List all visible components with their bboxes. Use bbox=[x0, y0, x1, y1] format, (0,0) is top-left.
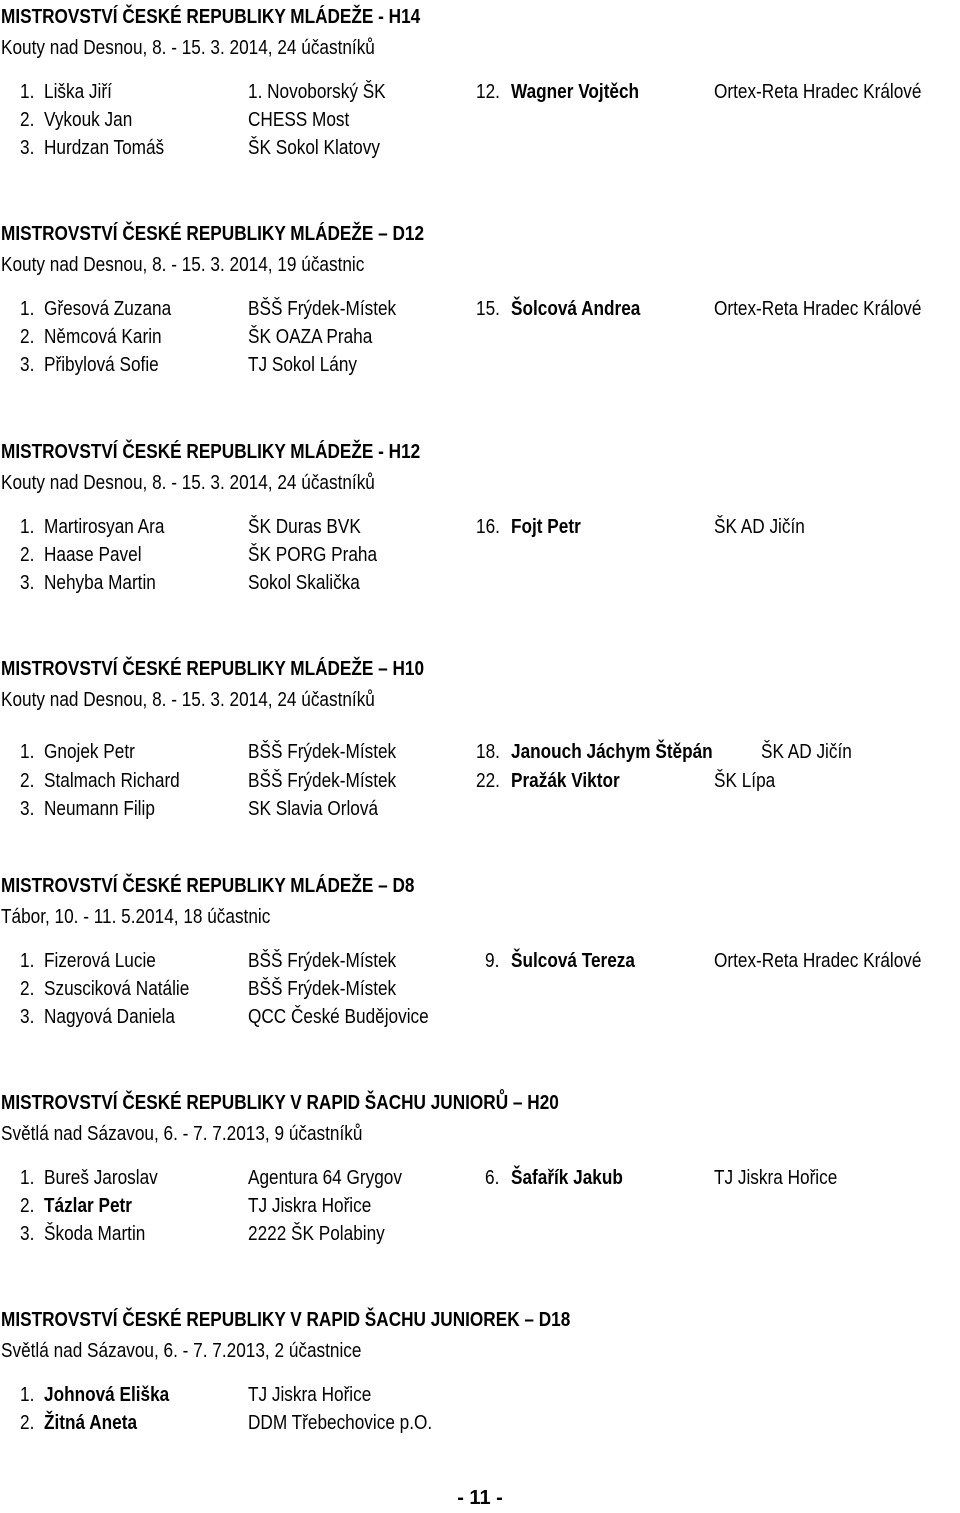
extra-club-name: ŠK AD Jičín bbox=[761, 741, 852, 763]
extra-player-name: Wagner Vojtěch bbox=[511, 81, 640, 103]
result-row bbox=[0, 1222, 960, 1246]
player-name: Haase Pavel bbox=[44, 544, 142, 566]
player-name: Gnojek Petr bbox=[44, 741, 135, 763]
club-name: BŠŠ Frýdek-Místek bbox=[248, 978, 397, 1000]
extra-club-name: ŠK AD Jičín bbox=[714, 516, 805, 538]
section-subtitle: Kouty nad Desnou, 8. - 15. 3. 2014, 19 účastnic bbox=[1, 254, 365, 276]
rank: 1. bbox=[20, 950, 35, 972]
extra-player-name: Šolcová Andrea bbox=[511, 298, 641, 320]
rank: 1. bbox=[20, 1384, 35, 1406]
rank: 2. bbox=[20, 544, 35, 566]
player-name: Nehyba Martin bbox=[44, 572, 156, 594]
player-name: Johnová Eliška bbox=[44, 1384, 170, 1406]
rank: 1. bbox=[20, 516, 35, 538]
rank: 2. bbox=[20, 770, 35, 792]
result-row bbox=[0, 136, 960, 160]
result-row bbox=[0, 297, 960, 321]
club-name: TJ Sokol Lány bbox=[248, 354, 357, 376]
rank: 3. bbox=[20, 354, 35, 376]
player-name: Žitná Aneta bbox=[44, 1412, 138, 1434]
club-name: Agentura 64 Grygov bbox=[248, 1167, 402, 1189]
club-name: QCC České Budějovice bbox=[248, 1006, 429, 1028]
section-title: MISTROVSTVÍ ČESKÉ REPUBLIKY MLÁDEŽE - H14 bbox=[1, 6, 421, 28]
result-row bbox=[0, 515, 960, 539]
result-row bbox=[0, 1005, 960, 1029]
result-row bbox=[0, 769, 960, 793]
extra-player-name: Pražák Viktor bbox=[511, 770, 620, 792]
result-row bbox=[0, 80, 960, 104]
club-name: SK Slavia Orlová bbox=[248, 798, 379, 820]
section-title: MISTROVSTVÍ ČESKÉ REPUBLIKY MLÁDEŽE – H10 bbox=[1, 658, 425, 680]
result-row bbox=[0, 1383, 960, 1407]
extra-player-name: Janouch Jáchym Štěpán bbox=[511, 741, 713, 763]
extra-rank: 16. bbox=[476, 516, 500, 538]
extra-player-name: Šafařík Jakub bbox=[511, 1167, 623, 1189]
rank: 1. bbox=[20, 1167, 35, 1189]
club-name: BŠŠ Frýdek-Místek bbox=[248, 950, 397, 972]
player-name: Přibylová Sofie bbox=[44, 354, 159, 376]
section-title: MISTROVSTVÍ ČESKÉ REPUBLIKY MLÁDEŽE – D8 bbox=[1, 875, 415, 897]
club-name: ŠK PORG Praha bbox=[248, 544, 378, 566]
extra-club-name: Ortex-Reta Hradec Králové bbox=[714, 298, 922, 320]
section-subtitle: Světlá nad Sázavou, 6. - 7. 7.2013, 2 účastnice bbox=[1, 1340, 362, 1362]
player-name: Martirosyan Ara bbox=[44, 516, 165, 538]
extra-player-name: Fojt Petr bbox=[511, 516, 581, 538]
rank: 2. bbox=[20, 1412, 35, 1434]
player-name: Němcová Karin bbox=[44, 326, 162, 348]
extra-rank: 6. bbox=[485, 1167, 500, 1189]
player-name: Szusciková Natálie bbox=[44, 978, 190, 1000]
player-name: Fizerová Lucie bbox=[44, 950, 156, 972]
club-name: BŠŠ Frýdek-Místek bbox=[248, 741, 397, 763]
player-name: Gřesová Zuzana bbox=[44, 298, 172, 320]
extra-club-name: Ortex-Reta Hradec Králové bbox=[714, 950, 922, 972]
player-name: Liška Jiří bbox=[44, 81, 112, 103]
section-subtitle: Kouty nad Desnou, 8. - 15. 3. 2014, 24 účastníků bbox=[1, 472, 375, 494]
club-name: 2222 ŠK Polabiny bbox=[248, 1223, 385, 1245]
section-title: MISTROVSTVÍ ČESKÉ REPUBLIKY MLÁDEŽE – D12 bbox=[1, 223, 425, 245]
result-row bbox=[0, 571, 960, 595]
rank: 3. bbox=[20, 1223, 35, 1245]
rank: 3. bbox=[20, 137, 35, 159]
rank: 1. bbox=[20, 81, 35, 103]
club-name: TJ Jiskra Hořice bbox=[248, 1384, 372, 1406]
player-name: Tázlar Petr bbox=[44, 1195, 132, 1217]
section-subtitle: Kouty nad Desnou, 8. - 15. 3. 2014, 24 účastníků bbox=[1, 689, 375, 711]
club-name: DDM Třebechovice p.O. bbox=[248, 1412, 433, 1434]
player-name: Stalmach Richard bbox=[44, 770, 180, 792]
extra-player-name: Šulcová Tereza bbox=[511, 950, 635, 972]
result-row bbox=[0, 949, 960, 973]
rank: 2. bbox=[20, 1195, 35, 1217]
extra-club-name: ŠK Lípa bbox=[714, 770, 776, 792]
result-row bbox=[0, 740, 960, 764]
rank: 3. bbox=[20, 798, 35, 820]
club-name: BŠŠ Frýdek-Místek bbox=[248, 770, 397, 792]
club-name: Sokol Skalička bbox=[248, 572, 360, 594]
club-name: CHESS Most bbox=[248, 109, 350, 131]
rank: 2. bbox=[20, 978, 35, 1000]
rank: 2. bbox=[20, 109, 35, 131]
club-name: ŠK OAZA Praha bbox=[248, 326, 373, 348]
club-name: TJ Jiskra Hořice bbox=[248, 1195, 372, 1217]
result-row bbox=[0, 108, 960, 132]
player-name: Hurdzan Tomáš bbox=[44, 137, 165, 159]
rank: 3. bbox=[20, 1006, 35, 1028]
section-title: MISTROVSTVÍ ČESKÉ REPUBLIKY V RAPID ŠACHU JUNIORŮ – H20 bbox=[1, 1092, 559, 1114]
result-row bbox=[0, 325, 960, 349]
section-subtitle: Světlá nad Sázavou, 6. - 7. 7.2013, 9 účastníků bbox=[1, 1123, 363, 1145]
club-name: 1. Novoborský ŠK bbox=[248, 81, 386, 103]
player-name: Nagyová Daniela bbox=[44, 1006, 176, 1028]
extra-rank: 22. bbox=[476, 770, 500, 792]
rank: 1. bbox=[20, 741, 35, 763]
result-row bbox=[0, 1166, 960, 1190]
extra-club-name: TJ Jiskra Hořice bbox=[714, 1167, 838, 1189]
section-title: MISTROVSTVÍ ČESKÉ REPUBLIKY MLÁDEŽE - H12 bbox=[1, 441, 421, 463]
section-subtitle: Kouty nad Desnou, 8. - 15. 3. 2014, 24 účastníků bbox=[1, 37, 375, 59]
extra-rank: 9. bbox=[485, 950, 500, 972]
extra-rank: 12. bbox=[476, 81, 500, 103]
rank: 3. bbox=[20, 572, 35, 594]
player-name: Neumann Filip bbox=[44, 798, 155, 820]
result-row bbox=[0, 1194, 960, 1218]
result-row bbox=[0, 543, 960, 567]
section-subtitle: Tábor, 10. - 11. 5.2014, 18 účastnic bbox=[1, 906, 271, 928]
page-footer bbox=[0, 1486, 960, 1510]
extra-rank: 15. bbox=[476, 298, 500, 320]
club-name: BŠŠ Frýdek-Místek bbox=[248, 298, 397, 320]
rank: 2. bbox=[20, 326, 35, 348]
extra-club-name: Ortex-Reta Hradec Králové bbox=[714, 81, 922, 103]
club-name: ŠK Duras BVK bbox=[248, 516, 361, 538]
result-row bbox=[0, 977, 960, 1001]
club-name: ŠK Sokol Klatovy bbox=[248, 137, 380, 159]
player-name: Škoda Martin bbox=[44, 1223, 146, 1245]
page-number: - 11 - bbox=[457, 1487, 503, 1509]
player-name: Vykouk Jan bbox=[44, 109, 133, 131]
player-name: Bureš Jaroslav bbox=[44, 1167, 158, 1189]
result-row bbox=[0, 353, 960, 377]
result-row bbox=[0, 1411, 960, 1435]
extra-rank: 18. bbox=[476, 741, 500, 763]
result-row bbox=[0, 797, 960, 821]
section-title: MISTROVSTVÍ ČESKÉ REPUBLIKY V RAPID ŠACHU JUNIOREK – D18 bbox=[1, 1309, 571, 1331]
rank: 1. bbox=[20, 298, 35, 320]
